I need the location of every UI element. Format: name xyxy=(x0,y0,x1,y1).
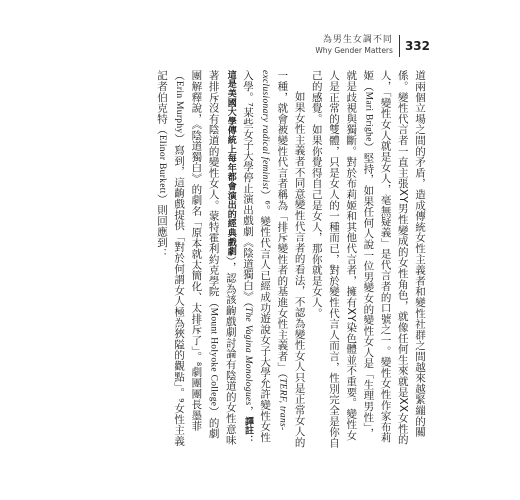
text-segment: ）的劇團解釋說，《陰道獨白》的劇名「原本就太簡化、太排斥了」。 xyxy=(190,70,220,439)
text-segment: ⁸ xyxy=(190,361,203,367)
book-title-chinese: 為男生女調不同 xyxy=(322,35,393,45)
text-segment: ⁹ xyxy=(173,398,186,403)
text-segment: ）則回應到： xyxy=(155,193,168,259)
text-segment: The Vagina Monologues xyxy=(242,306,253,406)
text-segment: 女性主義記者伯克特（ xyxy=(155,70,186,446)
paragraph-2 xyxy=(153,70,308,448)
text-segment: ）寫到，這齣戲提供「對於何謂女人極為狹隘的觀點」。 xyxy=(173,133,186,399)
text-segment: Elinor Burkett xyxy=(156,134,167,194)
text-segment: Erin Murphy xyxy=(174,80,185,134)
text-segment: ， xyxy=(241,405,254,417)
text-segment: 如果女性主義者不同意變性代言者的看法，不認為變性女人只是正常女人的一種，就會被變性代言者稱為「排斥變性者的基進女性主義者」（ xyxy=(276,70,306,448)
text-segment: ） xyxy=(259,189,272,201)
running-header xyxy=(315,35,430,57)
text-segment: TERF, trans-exclusionary radical feminist xyxy=(260,70,288,431)
text-segment: ⁶ xyxy=(259,200,272,205)
header-divider xyxy=(399,35,400,57)
text-segment: ）堅持，如果任何人說一位男變女的變性女人是「生理男性」，就是歧視與獨斷。對於布莉姬和其他代言者，擁有XY染色體並不重要。變性女人是正常的雙體，只是女人的一種而已，對於變性代言人而言，性別完全是你自己的感覺。如果你覺得自己是女人，那你就是女人。 xyxy=(310,70,375,448)
text-segment: ），認為該齣戲劇討論有陰道的女性意味著排斥沒有陰道的變性女人。蒙特霍利約克學院（ xyxy=(207,70,237,446)
text-segment: Mount Holyoke College xyxy=(208,307,219,407)
text-segment: 劇團團長墨菲（ xyxy=(173,70,203,432)
paragraph-1 xyxy=(308,70,428,448)
page-number: 332 xyxy=(404,39,430,53)
text-segment: 某些女子大學停止演出戲劇《陰道獨白》（ xyxy=(241,106,254,307)
text-segment: Mari Brighe xyxy=(363,91,374,142)
text-segment: 道兩個立場之間的矛盾，造成傳統女性主義者和變性社群之間越來越緊繃的關係。變性代言者一直主張XY男性變成的女性角色，就像任何生來就是XX女性的人，「變性女人就是女人，毫無疑義」是代言者的口號之一。變性女性作家布莉姬（ xyxy=(362,70,426,445)
text-segment: ⁷ xyxy=(241,102,254,107)
text-segment: 。變性代言人已經成功遊說女子大學允許變性女性入學。 xyxy=(241,70,272,443)
header-titles xyxy=(315,35,393,56)
book-title-english: Why Gender Matters xyxy=(315,46,393,55)
text-segment: 譯註：這是美國大學傳統上每年都會演出的經典戲劇 xyxy=(225,70,253,445)
body-text xyxy=(153,70,428,448)
